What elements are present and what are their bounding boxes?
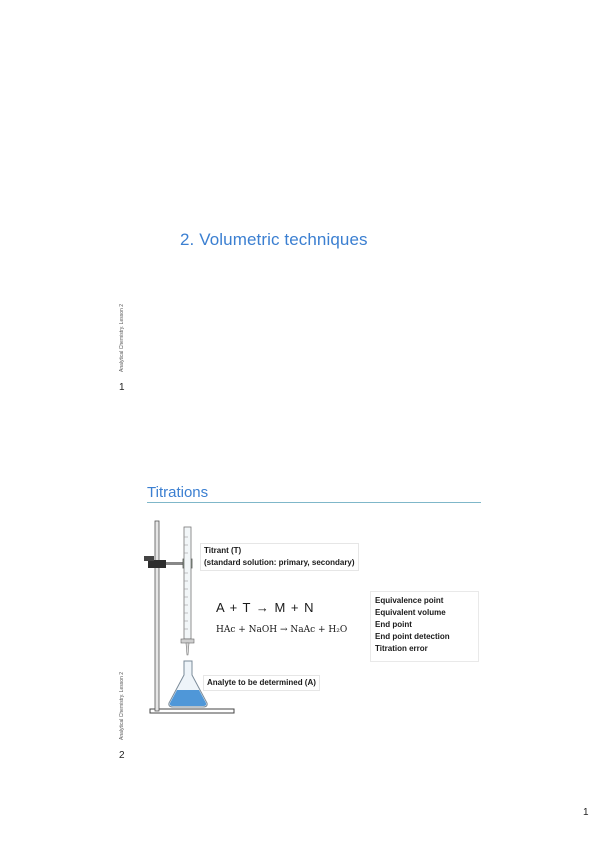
page-number: 1 xyxy=(583,807,589,818)
burette xyxy=(184,527,191,639)
example-reaction: HAc + NaOH → NaAc + H₂O xyxy=(216,625,348,635)
analyte-label: Analyte to be determined (A) xyxy=(203,675,320,691)
titration-terms-list xyxy=(370,591,479,662)
term-item: Titration error xyxy=(375,644,428,653)
title-underline xyxy=(147,502,481,503)
clamp-screw xyxy=(144,556,154,561)
term-item: End point xyxy=(375,620,412,629)
titrant-label xyxy=(200,543,359,571)
term-item: Equivalent volume xyxy=(375,608,446,617)
reaction-equation: A + T → M + N xyxy=(216,600,315,615)
term-item: End point detection xyxy=(375,632,450,641)
stopcock xyxy=(181,639,194,643)
term-item: Equivalence point xyxy=(375,596,444,605)
stand-rod xyxy=(155,521,159,711)
clamp-block xyxy=(148,560,166,568)
burette-tip xyxy=(186,643,189,655)
slide2-number: 2 xyxy=(119,750,125,761)
slide2-side-note: Analytical Chemistry. Lesson 2 xyxy=(119,672,125,740)
titrant-label-line2: (standard solution: primary, secondary) xyxy=(204,558,355,567)
titrant-label-line1: Titrant (T) xyxy=(204,546,242,555)
slide2-title: Titrations xyxy=(147,484,209,501)
slide1-title: 2. Volumetric techniques xyxy=(180,230,368,249)
stand-base xyxy=(150,709,234,713)
slide1-number: 1 xyxy=(119,382,125,393)
slide1-side-note: Analytical Chemistry. Lesson 2 xyxy=(119,304,125,372)
